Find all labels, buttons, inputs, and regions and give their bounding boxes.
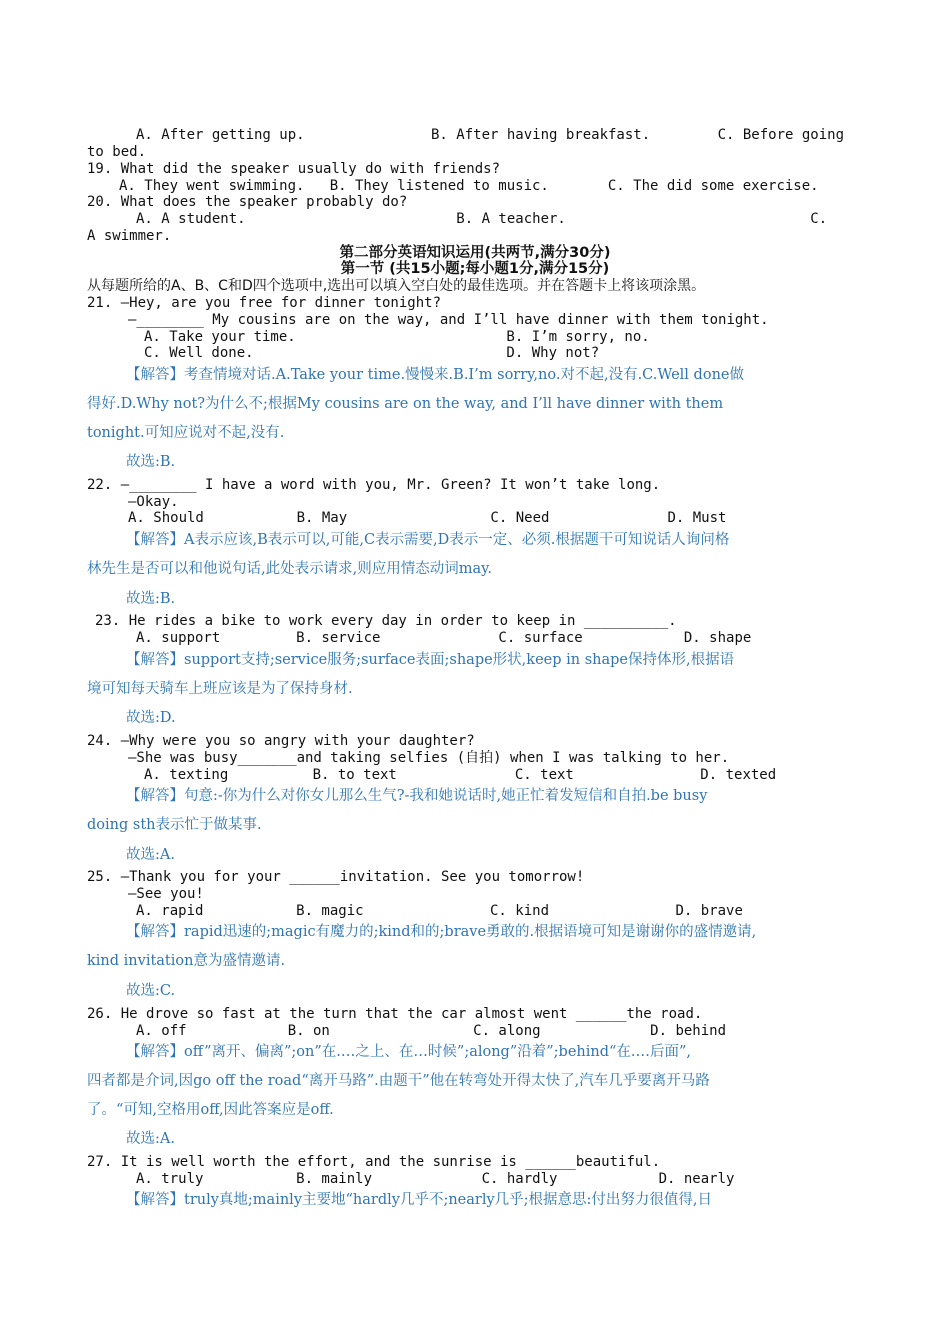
q22-answer <box>87 526 877 584</box>
q22-choice: 故选:B. <box>126 591 176 607</box>
q23-choice: 故选:D. <box>126 710 176 726</box>
q27-answer-line1: truly真地;mainly主要地“hardly几乎不;nearly几乎;根据意思:付出努力很值得,日 <box>184 1192 713 1208</box>
q22-answer-line1: A表示应该,B表示可以,可能,C表示需要,D表示一定、必须.根据题干可知说话人询问格 <box>184 532 730 548</box>
q21-choice: 故选:B. <box>126 454 176 470</box>
q25-options: A. rapid B. magic C. kind D. brave <box>136 903 743 919</box>
q25-reply: —See you! <box>128 886 204 902</box>
q26-answer <box>87 1038 877 1125</box>
q21-options-line2: C. Well done. D. Why not? <box>144 345 600 361</box>
q26-choice: 故选:A. <box>126 1131 175 1147</box>
q24-answer <box>87 782 877 840</box>
q22-stem: 22. —________ I have a word with you, Mr. Green? It won’t take long. <box>87 477 661 493</box>
q24-stem: 24. —Why were you so angry with your daughter? <box>87 733 475 749</box>
q21-answer-line2: 得好.D.Why not?为什么不;根据My cousins are on the way, and I’ll have dinner with them <box>87 396 724 412</box>
q26-answer-line1: off”离开、偏离”;on”在.…之上、在…时候”;along”沿着”;behind“在.…后面”, <box>184 1044 692 1060</box>
q21-answer-label: 【解答】 <box>126 367 184 383</box>
q23-answer-label: 【解答】 <box>126 652 184 668</box>
q19-options: A. They went swimming. B. They listened to music. C. The did some exercise. <box>119 178 819 194</box>
sub-heading: 第一节 (共15小题;每小题1分,满分15分) <box>340 261 610 277</box>
q27-stem: 27. It is well worth the effort, and the sunrise is ______beautiful. <box>87 1154 661 1170</box>
q24-choice: 故选:A. <box>126 847 175 863</box>
q24-answer-line2: doing sth表示忙于做某事. <box>87 817 262 833</box>
q27-answer <box>87 1186 877 1215</box>
q23-answer <box>87 646 877 704</box>
q24-options: A. texting B. to text C. text D. texted <box>144 767 777 783</box>
q26-answer-line2: 四者都是介词,因go off the road“离开马路”.由题干”他在转弯处开得太快了,汽车几乎要离开马路 <box>87 1073 710 1089</box>
q27-options: A. truly B. mainly C. hardly D. nearly <box>136 1171 735 1187</box>
instruction: 从每题所给的A、B、C和D四个选项中,选出可以填入空白处的最佳选项。并在答题卡上将该项涂黑。 <box>87 278 706 294</box>
q23-answer-line2: 境可知每天骑车上班应该是为了保持身材. <box>87 681 353 697</box>
q23-stem: 23. He rides a bike to work every day in order to keep in __________. <box>95 613 677 629</box>
q24-answer-label: 【解答】 <box>126 788 184 804</box>
q18-options-line1: A. After getting up. B. After having breakfast. C. Before going <box>136 127 845 143</box>
section-heading: 第二部分英语知识运用(共两节,满分30分) <box>339 245 611 261</box>
q25-answer-line2: kind invitation意为盛情邀请. <box>87 953 286 969</box>
q22-answer-line2: 林先生是否可以和他说句话,此处表示请求,则应用情态动词may. <box>87 561 492 577</box>
q20-options-line1: A. A student. B. A teacher. C. <box>136 211 828 227</box>
q21-answer <box>87 361 877 448</box>
q19-stem: 19. What did the speaker usually do with friends? <box>87 161 501 177</box>
q21-options-line1: A. Take your time. B. I’m sorry, no. <box>144 329 650 345</box>
q18-options-line2: to bed. <box>87 144 147 160</box>
q23-options: A. support B. service C. surface D. shape <box>136 630 752 646</box>
q21-answer-line1: 考查情境对话.A.Take your time.慢慢来.B.I’m sorry,no.对不起,没有.C.Well done做 <box>184 367 744 383</box>
q25-answer-label: 【解答】 <box>126 924 184 940</box>
q21-answer-line3: tonight.可知应说对不起,没有. <box>87 425 285 441</box>
q22-answer-label: 【解答】 <box>126 532 184 548</box>
q22-reply: —Okay. <box>128 494 179 510</box>
q23-answer-line1: support支持;service服务;surface表面;shape形状,keep in shape保持体形,根据语 <box>184 652 735 668</box>
q26-options: A. off B. on C. along D. behind <box>136 1023 727 1039</box>
q26-stem: 26. He drove so fast at the turn that the car almost went ______the road. <box>87 1006 703 1022</box>
q26-answer-line3: 了。“可知,空格用off,因此答案应是off. <box>87 1102 334 1118</box>
q21-stem: 21. —Hey, are you free for dinner tonight? <box>87 295 442 311</box>
q20-options-line2: A swimmer. <box>87 228 172 244</box>
q25-choice: 故选:C. <box>126 983 176 999</box>
q26-answer-label: 【解答】 <box>126 1044 184 1060</box>
q20-stem: 20. What does the speaker probably do? <box>87 194 408 210</box>
q22-options: A. Should B. May C. Need D. Must <box>128 510 727 526</box>
q24-answer-line1: 句意:-你为什么对你女儿那么生气?-我和她说话时,她正忙着发短信和自拍.be busy <box>184 788 708 804</box>
q25-answer-line1: rapid迅速的;magic有魔力的;kind和的;brave勇敢的.根据语境可知是谢谢你的盛情邀请, <box>184 924 757 940</box>
q25-stem: 25. —Thank you for your ______invitation. See you tomorrow! <box>87 869 585 885</box>
q27-answer-label: 【解答】 <box>126 1192 184 1208</box>
q25-answer <box>87 918 877 976</box>
q21-reply: —________ My cousins are on the way, and I’ll have dinner with them tonight. <box>128 312 769 328</box>
q24-reply: —She was busy_______and taking selfies (自拍) when I was talking to her. <box>128 750 730 766</box>
